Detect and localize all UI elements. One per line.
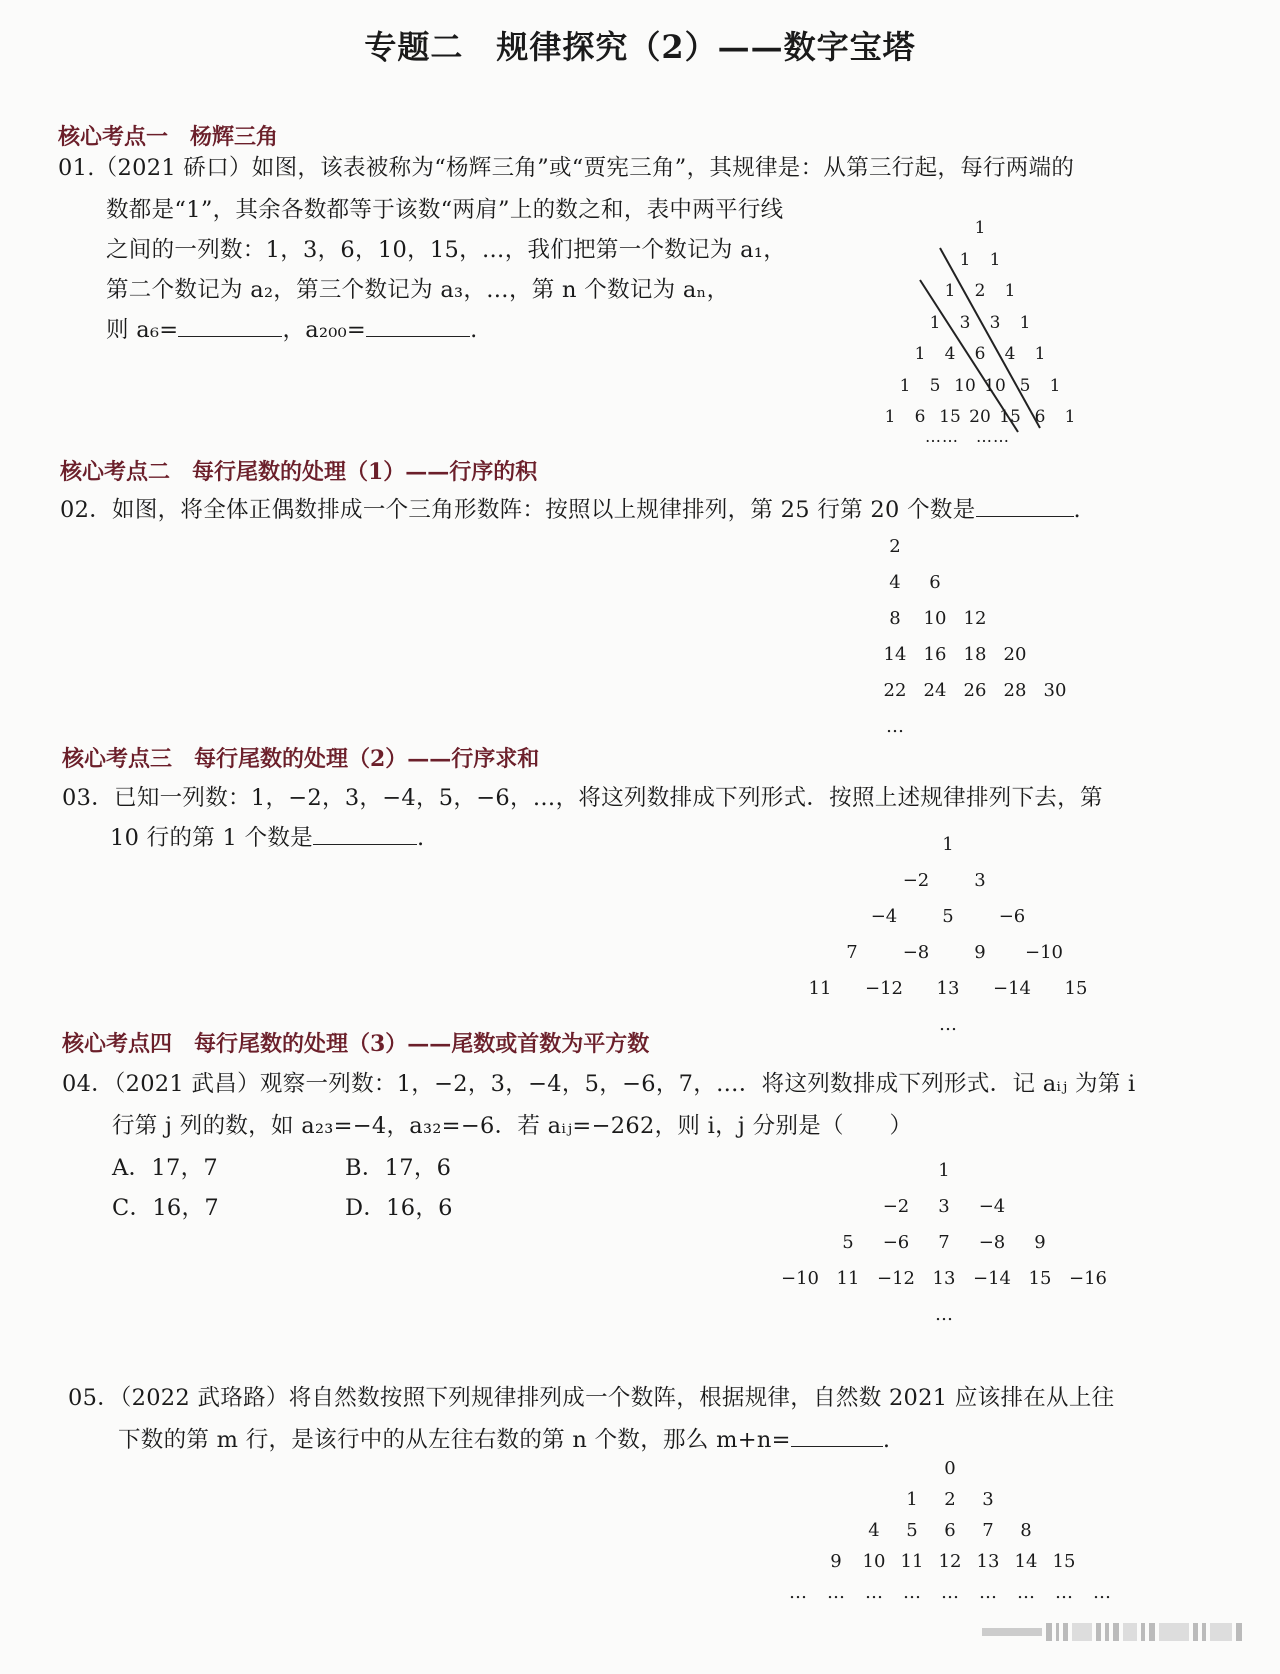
alt-cell-r6-c1: … [939, 1014, 957, 1035]
grid-cell-r3-c5: 9 [1034, 1232, 1046, 1253]
nat-cell-r3-c3: 6 [944, 1520, 956, 1541]
even-cell-r3-c2: 10 [923, 608, 947, 629]
even-cell-r1-c1: 2 [889, 536, 901, 557]
nat-cell-r4-c5: 13 [976, 1551, 1000, 1572]
section-heading-1: 核心考点一 杨辉三角 [58, 124, 279, 150]
grid-cell-r4-c2: 11 [836, 1268, 860, 1289]
alt-cell-r4-c2: −8 [902, 942, 930, 963]
nat-cell-r5-c8: … [1055, 1582, 1073, 1603]
pascal-cell-r7-c2: 6 [914, 407, 926, 427]
pascal-cell-r1-c1: 1 [974, 218, 986, 238]
even-cell-r5-c4: 28 [1003, 680, 1027, 701]
q5-text: 下数的第 m 行，是该行中的从左往右数的第 n 个数，那么 m+n= [118, 1427, 791, 1453]
even-cell-r3-c3: 12 [963, 608, 987, 629]
nat-cell-r1-c1: 0 [944, 1458, 956, 1479]
q2-end: . [1073, 497, 1081, 523]
section-heading-3: 核心考点三 每行尾数的处理（2）——行序求和 [62, 746, 540, 772]
grid-cell-r3-c3: 7 [938, 1232, 950, 1253]
q3-line-2 [110, 820, 424, 852]
pascal-cell-r7-c6: 6 [1034, 407, 1046, 427]
nat-cell-r3-c4: 7 [982, 1520, 994, 1541]
grid-cell-r4-c3: −12 [877, 1268, 915, 1289]
alt-cell-r3-c3: −6 [998, 906, 1026, 927]
pascal-cell-r6-c5: 5 [1019, 375, 1031, 396]
q1-line-3: 之间的一列数：1，3，6，10，15，…，我们把第一个数记为 a₁， [106, 237, 786, 263]
even-cell-r4-c2: 16 [923, 644, 947, 665]
pascal-cell-r6-c3: 10 [954, 375, 976, 396]
grid-cell-r4-c7: −16 [1069, 1268, 1107, 1289]
nat-cell-r3-c5: 8 [1020, 1520, 1032, 1541]
q3-answer-blank[interactable] [313, 826, 417, 845]
pascal-cell-r3-c1: 1 [944, 281, 956, 301]
q5-end: . [882, 1427, 891, 1453]
pascal-cell-r4-c4: 1 [1019, 312, 1031, 333]
pascal-cell-r7-c4: 20 [969, 407, 991, 427]
even-cell-r2-c1: 4 [889, 572, 901, 593]
pascal-cell-r6-c1: 1 [899, 375, 911, 396]
q2-text: 02．如图，将全体正偶数排成一个三角形数阵：按照以上规律排列，第 25 行第 20 个数是 [60, 497, 976, 523]
nat-cell-r3-c1: 4 [868, 1520, 880, 1541]
nat-cell-r4-c1: 9 [830, 1551, 842, 1572]
pascal-cell-r5-c4: 4 [1004, 344, 1016, 364]
nat-cell-r2-c1: 1 [906, 1489, 918, 1510]
even-cell-r5-c5: 30 [1043, 680, 1067, 701]
pascal-ellipsis: …… …… [925, 427, 1011, 446]
q4-option-c[interactable]: C．16，7 [112, 1195, 219, 1221]
nat-cell-r4-c6: 14 [1014, 1551, 1038, 1572]
q5-answer-blank[interactable] [791, 1428, 883, 1447]
q5-line-2 [118, 1422, 890, 1454]
alt-cell-r4-c1: 7 [846, 942, 858, 963]
nat-cell-r5-c5: … [941, 1582, 959, 1603]
grid-cell-r5-c1: … [935, 1304, 953, 1325]
nat-cell-r5-c7: … [1017, 1582, 1035, 1603]
even-cell-r4-c1: 14 [883, 644, 907, 665]
bottom-barcode-strip [982, 1622, 1242, 1642]
page-title: 专题二 规律探究（2）——数字宝塔 [364, 28, 916, 66]
parallel-line-1 [940, 248, 1040, 428]
q4-line-2: 行第 j 列的数，如 a₂₃=−4，a₃₂=−6．若 aᵢⱼ=−262，则 i，j 分别是（ ） [112, 1113, 913, 1139]
q1-a6-label: 则 a₆= [106, 317, 179, 343]
pascal-cell-r7-c5: 15 [999, 407, 1021, 427]
nat-cell-r2-c2: 2 [944, 1489, 956, 1510]
alt-cell-r3-c2: 5 [942, 906, 954, 927]
pascal-cell-r2-c1: 1 [959, 249, 971, 270]
alt-cell-r5-c1: 11 [808, 978, 832, 999]
nat-cell-r5-c2: … [827, 1582, 845, 1603]
grid-cell-r4-c5: −14 [973, 1268, 1011, 1289]
nat-cell-r2-c3: 3 [982, 1489, 994, 1510]
nat-cell-r4-c3: 11 [900, 1551, 924, 1572]
q4-line-1: 04．（2021 武昌）观察一列数：1，−2，3，−4，5，−6，7，…．将这列数排成下列形式．记 aᵢⱼ 为第 i [62, 1071, 1136, 1097]
q3-text: 10 行的第 1 个数是 [110, 825, 314, 851]
alt-cell-r2-c1: −2 [902, 870, 930, 891]
q5-line-1: 05．（2022 武珞路）将自然数按照下列规律排列成一个数阵，根据规律，自然数 2021 应该排在从上往 [68, 1385, 1115, 1411]
nat-cell-r5-c9: … [1093, 1582, 1111, 1603]
q4-option-b[interactable]: B．17，6 [345, 1155, 452, 1181]
alt-cell-r4-c4: −10 [1025, 942, 1063, 963]
pascal-cell-r5-c5: 1 [1034, 344, 1046, 364]
q2-line-1 [60, 492, 1081, 524]
alt-cell-r3-c1: −4 [870, 906, 898, 927]
grid-cell-r2-c2: 3 [938, 1196, 950, 1217]
pascal-cell-r7-c3: 15 [939, 407, 961, 427]
pascal-cell-r3-c3: 1 [1004, 281, 1016, 301]
pascal-cell-r5-c2: 4 [944, 344, 956, 364]
q3-end: . [417, 825, 425, 851]
alt-cell-r5-c2: −12 [865, 978, 903, 999]
pascal-cell-r4-c3: 3 [989, 312, 1001, 333]
even-cell-r3-c1: 8 [889, 608, 901, 629]
grid-cell-r3-c2: −6 [882, 1232, 910, 1253]
pascal-cell-r2-c2: 1 [989, 249, 1001, 270]
q2-answer-blank[interactable] [976, 498, 1074, 517]
grid-cell-r1-c1: 1 [938, 1160, 950, 1181]
pascal-cell-r3-c2: 2 [974, 281, 986, 301]
grid-cell-r2-c1: −2 [882, 1196, 910, 1217]
nat-cell-r4-c4: 12 [938, 1551, 962, 1572]
alt-cell-r2-c2: 3 [974, 870, 986, 891]
grid-cell-r4-c1: −10 [781, 1268, 819, 1289]
pascal-cell-r4-c2: 3 [959, 312, 971, 333]
section-heading-4: 核心考点四 每行尾数的处理（3）——尾数或首数为平方数 [62, 1031, 650, 1057]
nat-cell-r5-c3: … [865, 1582, 883, 1603]
pascal-cell-r4-c1: 1 [929, 312, 941, 333]
even-cell-r2-c2: 6 [929, 572, 941, 593]
alt-cell-r4-c3: 9 [974, 942, 986, 963]
q1-end: . [470, 317, 478, 343]
q1-a200-label: ，a₂₀₀= [282, 317, 367, 343]
even-cell-r5-c3: 26 [963, 680, 987, 701]
parallel-lines [0, 0, 1280, 460]
grid-cell-r3-c4: −8 [978, 1232, 1006, 1253]
pascal-cell-r7-c1: 1 [884, 407, 896, 427]
nat-cell-r5-c6: … [979, 1582, 997, 1603]
grid-cell-r3-c1: 5 [842, 1232, 854, 1253]
q3-line-1: 03．已知一列数：1，−2，3，−4，5，−6，…，将这列数排成下列形式．按照上述规律排列下去，第 [62, 785, 1103, 811]
grid-cell-r2-c3: −4 [978, 1196, 1006, 1217]
section-heading-2: 核心考点二 每行尾数的处理（1）——行序的积 [60, 459, 538, 485]
even-cell-r5-c2: 24 [923, 680, 947, 701]
q4-option-a[interactable]: A．17，7 [112, 1155, 218, 1181]
pascal-cell-r5-c1: 1 [914, 344, 926, 364]
even-cell-r6-c1: … [886, 716, 904, 737]
grid-cell-r4-c6: 15 [1028, 1268, 1052, 1289]
pascal-cell-r5-c3: 6 [974, 344, 986, 364]
nat-cell-r5-c1: … [789, 1582, 807, 1603]
nat-cell-r4-c7: 15 [1052, 1551, 1076, 1572]
pascal-cell-r7-c7: 1 [1064, 407, 1076, 427]
even-cell-r5-c1: 22 [883, 680, 907, 701]
nat-cell-r3-c2: 5 [906, 1520, 918, 1541]
pascal-cell-r6-c4: 10 [984, 375, 1006, 396]
pascal-cell-r6-c2: 5 [929, 375, 941, 396]
even-cell-r4-c4: 20 [1003, 644, 1027, 665]
pascal-cell-r6-c6: 1 [1049, 375, 1061, 396]
q4-option-d[interactable]: D．16，6 [345, 1195, 453, 1221]
q1-line-1: 01.（2021 硚口）如图，该表被称为“杨辉三角”或“贾宪三角”，其规律是：从第三行起，每行两端的 [58, 155, 1075, 181]
alt-cell-r5-c3: 13 [936, 978, 960, 999]
q1-line-2: 数都是“1”，其余各数都等于该数“两肩”上的数之和，表中两平行线 [106, 197, 784, 223]
grid-cell-r4-c4: 13 [932, 1268, 956, 1289]
alt-cell-r5-c4: −14 [993, 978, 1031, 999]
q1-line-4: 第二个数记为 a₂，第三个数记为 a₃，…，第 n 个数记为 aₙ， [106, 277, 730, 303]
alt-cell-r1-c1: 1 [942, 834, 954, 855]
even-cell-r4-c3: 18 [963, 644, 987, 665]
nat-cell-r5-c4: … [903, 1582, 921, 1603]
nat-cell-r4-c2: 10 [862, 1551, 886, 1572]
alt-cell-r5-c5: 15 [1064, 978, 1088, 999]
